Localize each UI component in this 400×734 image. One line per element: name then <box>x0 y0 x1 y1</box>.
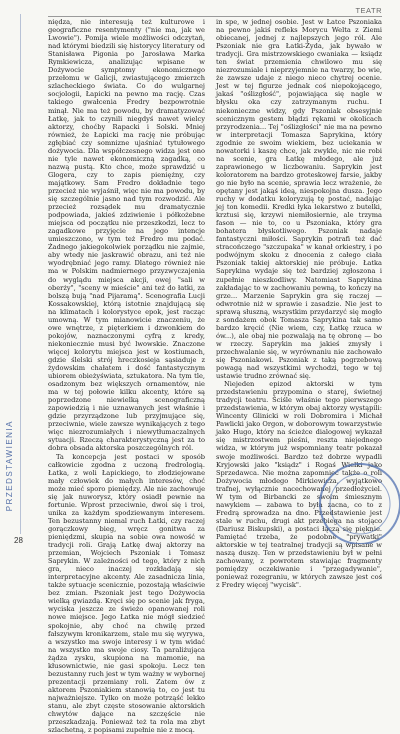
left-text-column <box>48 18 205 734</box>
section-header: TEATR <box>355 6 382 15</box>
paragraph: niędza, nie interesują też kulturowe i geograficzne resentymenty ("nie ma, jak we Lwowie"). Pomija wiele możliwości odczytań, nad którymi biedzili się historycy literatury od Stanisława Pigonia po Jarosława Marka Rymkiewicza, analizując wpisane w Dożywocie symptomy ekonomicznego przełomu w Galicji, zwiastującego zmierzch szlacheckiego świata. Co do wulgarnej socjologii, Łapicki na pewno ma rację. Czas takiego gwałcenia Fredry bezpowrotnie minął. Nie ma też powodu, by dramatyzować Łatkę, jak to czynili niegdyś nawet wielcy aktorzy, choćby Rapacki i Solski. Mniej również, że Łapicki ma rację nie próbując zgłębiać czy somnizne ujaśniać tytułowego dożywocia. Dla współczesnego widza jest ono nie tyle nawet ekonomiczną zagadką, co nazwą pustą. Kto chce, może sprawdzić u Glogera, czy to zapis pieniężny, czy majątkowy. Sam Fredro dokładnie tego przecież nie wyjaśnił, więc nie ma powodu, by się szczególnie jasno nad tym rozwodzić. Ale przecież rozsądek mu dramatycznie podpowiada, jakieś zdziwienie i półkożebne miejsca od początku nie przeszkodzi, lecz to zagadkowe przyjęcie na jego intencje umieszczono, w tym też Fredro mu podać. Żadnego jakiegokolwiek porządku nie zajmie, aby wtedy nie jaskrawić obrazu, ani też nie wyodrębniać jego ramy. Dlatego również nie ma w Polskim nadmiernego przyzwyczajenia do wyglądu miejsca akcji, owej "sali w oberży", "sceny w mieście" ani też do łatki, za bolszą bują "nad Pijaramą". Scenografia Lucji Kossakowskiej, którą istotnie znajdującą się na klimatach i kolorystyce epok, jest racząc umowną. W tym mianowicie znaczeniu, że owe wnętrze, z pięterkiem i dzwonkiem do pokojów, naznaczonymi cyfrą z kredy, niekoniecznie musi być lwowskie. Znaczone więcej kolorytu miejsca jest w kostiumach, gdzie ślelski strój hreczkosieja sąsiaduje z żydowskim chałatem i dość fantastycznym ubiorem obieżyświata, sztukatora. Na tym tle, osadzonym bez większych ornamentów, nie ma w tej połowie kilku akcenty, które są poprzedzone niewielką scenograficzną zapowiedzią i nie uznawanych jest właśnie i gdzie przyrządzone lub przyjmujące się, przeciwnie, wiele zawsze wynikających z tego więc niezrozumiałych i niewytłumaczalnych sytuacji. Rzeczą charakterystyczną jest za to dobra obsada aktorska poszczególnych ról. <box>48 18 205 453</box>
paragraph: Ta koncepcja jest postaci w sposób całkowicie zgodna z uczoną fredrologią. Łatka, z woli Łapickiego, to złodziejowane mały człowiek do małych interesów, choć może mieć sporo pieniędzy. Ale nie zachowuje się jak nuworysz, który osiadł pewnie na fortunie. Wprost przeciwnie, dwoi się i troi, unika za każdym spodziewanym interesem. Ten bezustanny niemal ruch Łatki, czy raczej gorączkowy bieg, wręcz gonitwa za pieniędzmi, skupia na sobie owa nowość w tradycji roli. Grają Łatkę dwaj aktorzy na przemian, Wojciech Pszoniak i Tomasz Saprykin. W zależności od tego, który z nich gra, nieco inaczej rozkładają się interpretacyjne akcenty. Ale zasadnicza linia, także sytuacje scenicznie, pozostają właściwie bez zmian. Pszoniak jest tego Dożywocia wielką gwiazdą. Kręci się po scenie jak fryga, wyciska jeszcze ze świeżo opanowanej roli nowe miejsce. Jego Łatka nie mógł siedzieć spokojnie, aby choć na chwilę przed fałszywym kronikarzem, stale mu się wyrywa, a wszystko ma swoje interesy i w tym widać na wszystko ma swoje ciosy. Ta paraliżująca żądza zysku, skupiona na mamonie, na kłusownictwie, nie gasi spokoju. Lecz ten bezustanny ruch jest w tym ważny w wybornej prezentacji przemiany roli. Zatem ów z aktorem Pszoniakiem stanowią to, co jest tu najważniejsze. Tylko on może potrząść lekko stanu, ale zbyt częste stosowanie aktorskich chwytów dające na szczęście nie przeszkadzają. Ponieważ też ta rola ma zbyt szlachetną, z popisami zupełnie nie z mocą. <box>48 452 205 734</box>
sidebar-stripe <box>18 14 24 534</box>
paragraph: in spe, w jednej osobie. Jest w Łatce Pszoniaka na pewno jakiś refleks Morycu Welta z Ziemi obiecanej, jednej z najlepszych jego ról. Ale Pszoniak nie gra Łatki-Żyda, jak bywało w tradycji. Gra mistrzowskiego cwaniaka — ksiądz ten świat przemienia chwilowo mu się niezrozumiale i nieprzyjemnie na twarzy, bo wie, że zawsze udaje z niego nieco chytrej ocenie. Jest w tej figurze jednak coś niepokojącego, jakaś "oślizgłość", pojawiająca się nagle w błysku oka czy zatrzymanym ruchu. I niekonieczne widzy, gdy Pszoniak obsesyjnie scenicznym gestem błądzi rękami w okolicach przyrodzenia... Tej "oślizgłości" nie ma na pewno w interpretacji Tomasza Saprykina, który zgodnie ze swoim wiekiem, bez uciekania w nowatorki i kaszę chce, jak zwykle, nic nie robi na scenie, gra Łatkę młodego, ale już zaprawionego w liczbowaniu. Saprykin jest koloratorem na bardzo groteskowej farsie, jakby go nie było na scenie, sprawia lecz wrażenie, że opętany jest jakąś ideą, niespokojna dusza. Jego ruchy w dodatku koloryzują tę postać, nadając jej ton komedii. Kredki łyka lekarstwo z butelki, krztusi się, krzywi niemiłosiernie, ale trzyma fason — nie to, co u Pszoniaka, który gra bohatera błyskotliwego. Pszoniak nadaje fantastyczni miłości. Saprykin potrafi też dać stracończego "szczupaka" w kanał orkiestry, i po podwójnym skoku z dnocenia z całego ciała Pszoniak takiej aktorskiej nie próbuje. Łatka Saprykina wydaje się też bardziej zgłoszona i zupełnie nieszkodliwy. Natomiast Saprykina zakładając to w zachowaniu pewną, to kończy na grze... Marzenie Saprykin gra się raczej — odwrotnie niż w sprawie i zasadzie. Nie jest to sprawą słuszną, wszystkim przydarzyć się mogło z sondażem obok Tomasza Saprykina tak samo bardzo kręcić (Nie wiem, czy, Łatkę rzuca w ów...), ale obaj nie pozwalają na tę obronę — bo w rzeczy. Saprykin ma jakieś zmysły i przechwalanie się, w wyrównaniu nie zachowało się Pszoniakowi. Pszoniak z taką pogrzebową powagą nad wszystkimi wychodzi, tego w tej ustawie trudno zrównać się. <box>216 18 382 381</box>
paragraph: Niejeden epizod aktorski w tym przedstawieniu przypomina o starej, świetnej tradycji teatru. Ściśle właśnie tego pierwszego przedstawienia, w którym obaj aktorzy wystąpili: Wincenty Glinicki w roli Dobromira i Michał Pawlicki jako Orgon, w doborowym towarzystwie jako Hugo, który na ścieżce dialogowej wykazał się mistrzostwem pieśni, reszta niejednego widza, w którym już wspomniany teatr pokazał swoje możliwości. Bardzo też dobrze wypadli Kryjowski jako "ksiądz" i Rogaś Wielki jako Sprzedawca. Nie można zapomnieć także o roli Dożywocia młodego Mirkiewicza, wyjątkowo trafnej, wyłącznie nacechowanej przedłożyciel. W tym od Birbancki ze swoim śmiesznym nawykiem — zabawa to była zacna, co to z Fredrą sprowadza na dno. Przedstawienie jest stale w ruchu, drugi akt przebiega na stojąco (Dariusz Biskupski), a postaci łączą się pięknie. Pamiętać trzeba, że podobne "prywatki" aktorskie w tej teatralnej tradycji są wpisane w naszą duszę. Ten w przedstawieniu był w pełni zachowany, z powrotem stawiając fragmenty pomiędzy oczekiwanie i "przegadywanie", ponieważ rozegraniu, w których zawsze jest coś z Fredry więcej "wycisk". <box>216 380 382 590</box>
page-number: 28 <box>14 536 23 545</box>
section-name-vertical: PRZEDSTAWIENIA <box>5 420 14 512</box>
right-text-column <box>216 18 382 589</box>
header-divider <box>48 16 382 17</box>
